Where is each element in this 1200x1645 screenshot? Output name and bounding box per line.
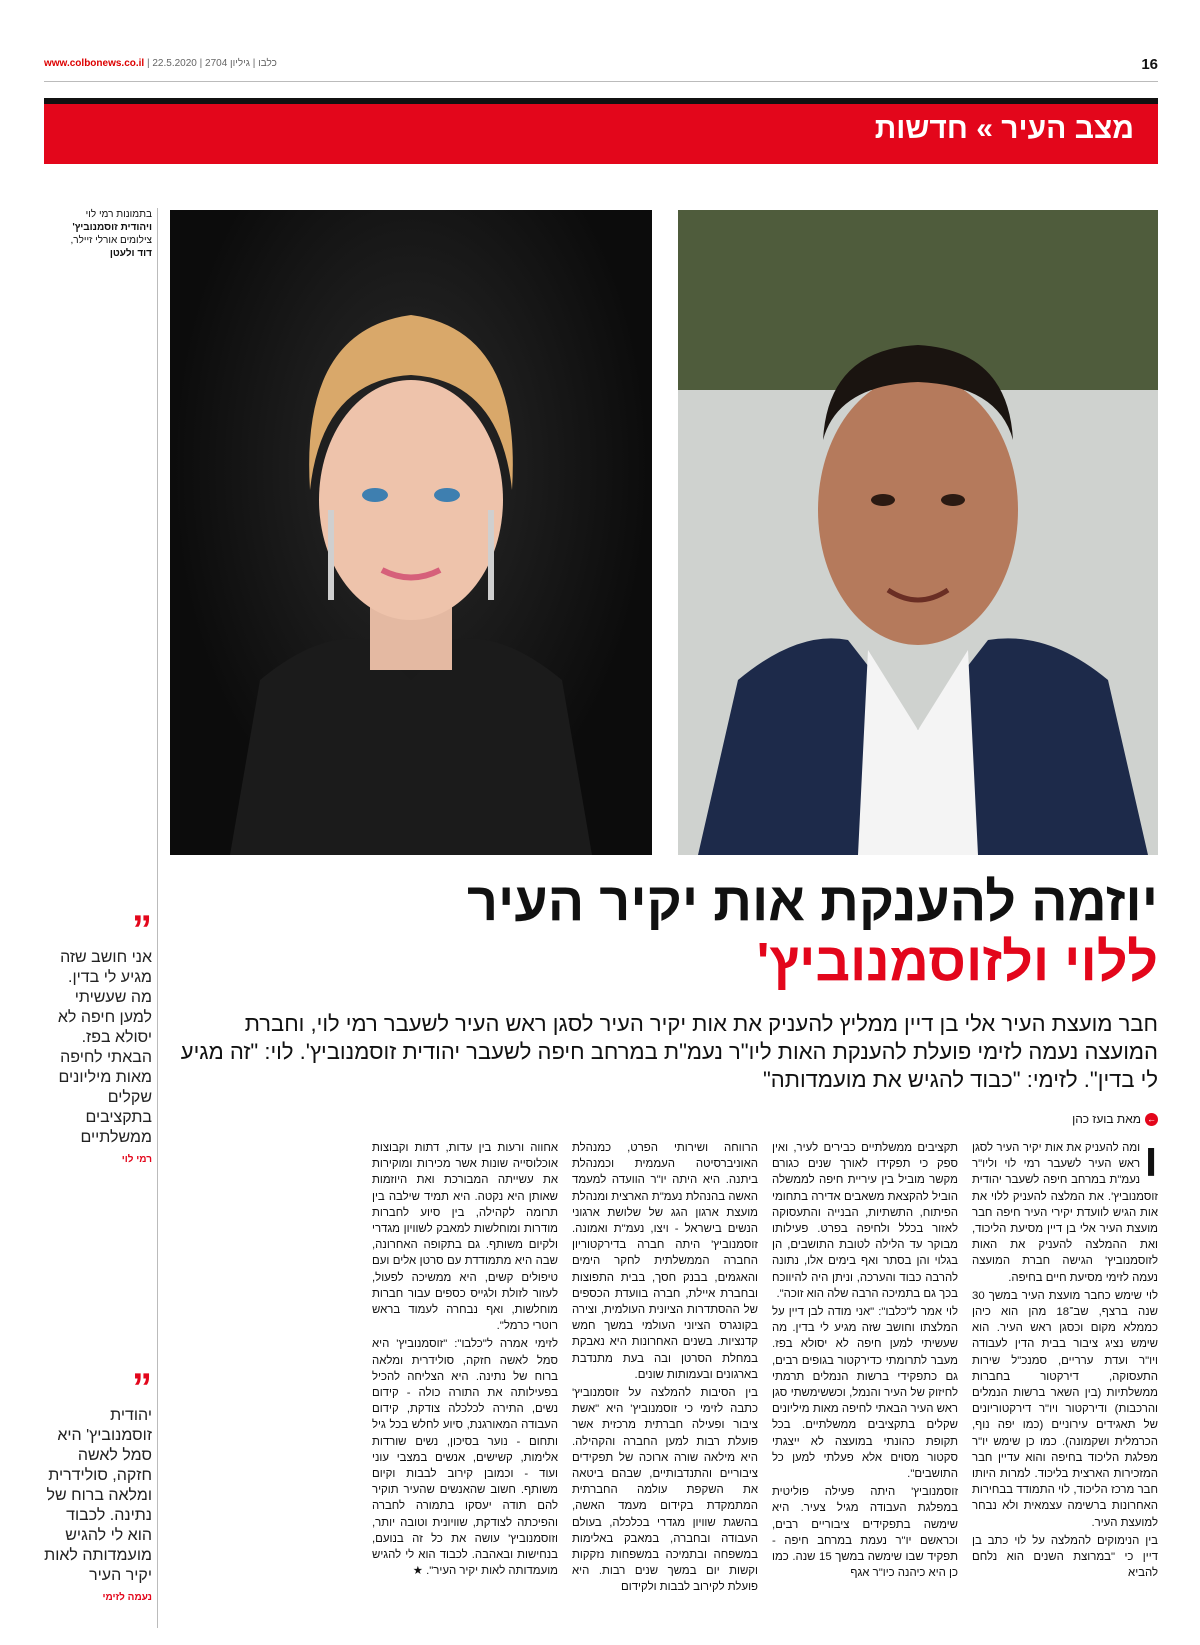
quote-icon: ” [132, 908, 152, 952]
pull-quote-author: רמי לוי [121, 1154, 152, 1165]
credit-line-2: ויהודית זוסמנוביץ' [72, 222, 152, 233]
column-paragraph: לוי אמר ל"כלבו": "אני מודה לבן דיין על המלצתו וחושב שזה מגיע לי בדין. מה שעשיתי למען חיפה לא יסולא בפז. מעבר לתרומתי כדירקטור בגופים רבים, גם כתפקידי ברשות הנמלים תרמתי לחיזוק של העיר והנמל, וכששימשתי סגן ראש העיר הבאתי לחיפה מאות מיליונים שקלים בתקציבים ממשלתיים. בכל תקופת כהונתי במועצה לא ייצגתי סקטור מסוים אלא פעלתי למען כל התושבים". [772, 1306, 958, 1481]
portrait-woman-illustration [170, 210, 652, 855]
arrow-left-icon: ← [1147, 1114, 1156, 1125]
column-paragraph: בין הנימוקים להמלצה על לוי כתב בן דיין כי "במרוצת השנים הוא נלחם להביא [972, 1534, 1158, 1580]
folio-site[interactable]: www.colbonews.co.il [44, 58, 145, 69]
column-paragraph: לזימי אמרה ל"כלבו": "זוסמנוביץ' היא סמל לאשה חזקה, סולידרית ומלאה ברוח של נתינה. היא הצליחה להכיל בפעילותה את התורה כולה - קידום נשים, התירה לכלכלה צודקת, קידום העבודה המאורגנת, סיוע לחלש בכל גיל ותחום - נוער בסיכון, נשים שורדות אלימות, קשישים, אנשים במצבי עוני ועוד - וכמובן קירוב לבבות וקיום משותף. חשוב שהאנשים שהעיר תוקיר להם תודה יעסקו בתמורה לחברה והפיכתה לצודקת, שוויונית וטובה יותר, וזוסמנוביץ' עושה את כל זה בנועם, בנחישות ובאהבה. לכבוד הוא לי להגיש מועמדותה לאות יקיר העיר". ★ [372, 1338, 558, 1578]
drop-cap: ו [1144, 1140, 1158, 1186]
article-column-4 [372, 1140, 558, 1630]
photo-yehudit-zusmanovich [170, 210, 652, 855]
article-column-3 [572, 1140, 758, 1630]
column-paragraph: אחווה ורעות בין עדות, דתות וקבוצות אוכלוסייה שונות אשר מכירות ומוקירות את עשייתה המבורכת ואת היוזמות שאותן היא נקטה. היא תמיד שילבה בין תרומה לקהילה, בין סיוע לחברות מודרות ומוחלשות למאבק לשוויון מגדרי ולקיום משותף. גם בתקופה האחרונה, שבה היא מתמודדת עם סרטן אלים ועם טיפולים קשים, היא ממשיכה לפעול, לעזור לזולת ולגייס כספים עבור חברות מוחלשות, ואף נבחרה לעמוד בראש רוטרי כרמל". [372, 1142, 558, 1333]
pull-quote-author: נעמה לזימי [102, 1592, 152, 1603]
byline-text: מאת בועז כהן [1072, 1112, 1141, 1126]
column-paragraph: לוי שימש כחבר מועצת העיר במשך 30 שנה ברצף, שב־18 מהן הוא כיהן כממלא מקום וכסגן ראש העיר. הוא שימש נציג ציבור בבית הדין לעבודה ויו"ר ועדת ערריים, סמנכ"ל שירות התעסוקה, דירקטור בחברות ממשלתיות (בין השאר ברשות הנמלים והרכבות) ודירקטור ויו"ר דירקטוריונים של תאגידים עירוניים (כמו יפה נוף, הכרמלית ושקמונה). כמו כן שימש יו"ר מפלגת הליכוד בחיפה והוא עדיין חבר המזכירות הארצית בליכוד. למרות היותו חבר מרכז הליכוד, לוי התמודד בבחירות האחרונות ברשימה עצמאית ולא נבחר למועצת העיר. [972, 1289, 1158, 1529]
pull-quote-text: אני חושב שזה מגיע לי בדין. מה שעשיתי למען חיפה לא יסולא בפז. הבאתי לחיפה מאות מיליונים שקלים בתקציבים ממשלתיים [57, 949, 152, 1146]
column-divider [157, 208, 158, 1628]
column-paragraph: בין הסיבות להמלצה על זוסמנוביץ' כתבה לזימי כי זוסמנוביץ' היא "אשת ציבור ופעילה חברתית מרכזית אשר פועלת רבות למען החברה והקהילה. היא מילאה שורה ארוכה של תפקידים ציבוריים והתנדבותיים, שבהם ביטאה את השקפת עולמה החברתית המתמקדת בקידום מעמד האשה, בהשגת שוויון מגדרי בכלכלה, בעולם העבודה ובחברה, במאבק באלימות במשפחה ובתמיכה במשפחות נזקקות וקשות יום במשך שנים רבות. היא פועלת לקירוב לבבות ולקידום [572, 1387, 758, 1594]
section-title: מצב העיר » חדשות [874, 112, 1134, 145]
credit-line-4: דוד ולעטן [109, 248, 152, 259]
photo-rami-levi [678, 210, 1158, 855]
pull-quote-2 [44, 1366, 152, 1603]
column-paragraph: הרווחה ושירותי הפרט, כמנהלת האוניברסיטה העממית וכמנהלת ביתנה. היא היתה יו"ר הוועדה למעמד האשה בהנהלת נעמ"ת הארצית ומנהלת מועצת ארגון הגג של שלושת ארגוני הנשים בישראל - ויצו, נעמ"ת ואמונה. זוסמנוביץ' היתה חברה בדירקטוריון החברה הממשלתית לחקר הימים והאגמים, בבנק חסך, בבית התפוצות ובחברת איילת, חברה בוועדת הכספים של ההסתדרות הציונית העולמית, וצירה בקונגרס הציוני העולמי במשך חמש קדנציות. בשנים האחרונות היא נאבקת במחלת הסרטן ובה בעת מתנדבת בארגונים ובעמותות שונים. [572, 1142, 758, 1381]
section-bar [44, 98, 1158, 164]
headline-line-1: יוזמה להענקת אות יקיר העיר [466, 872, 1158, 932]
article-body [170, 1140, 1158, 1630]
article-column-1 [972, 1140, 1158, 1630]
page-header [44, 52, 1158, 82]
pull-quote-text: יהודית זוסמנוביץ' היא סמל לאשה חזקה, סולידרית ומלאה ברוח של נתינה. לכבוד הוא לי להגיש מועמדותה לאות יקיר העיר [44, 1407, 152, 1584]
pull-quote-1 [44, 908, 152, 1165]
headline-line-2: ללוי ולזוסמנוביץ' [756, 932, 1158, 992]
folio [44, 58, 277, 69]
column-paragraph: ו ומה להעניק את אות יקיר העיר לסגן ראש העיר לשעבר רמי לוי וליו"ר נעמ"ת במרחב חיפה לשעבר יהודית זוסמנוביץ'. את המלצה להעניק ללוי את אות הגיש לוועדת יקירי העיר חיפה חבר מועצת העיר אלי בן דיין מסיעת הליכוד, ואת ההמלצה להעניק את האות לזוסמנוביץ' הגישה חברת המועצה נעמה לזימי מסיעת חיים בחיפה. [972, 1140, 1158, 1284]
page-number: 16 [1141, 56, 1158, 73]
article-column-2 [772, 1140, 958, 1630]
headline [170, 872, 1158, 992]
photo-credit [44, 208, 152, 260]
column-paragraph: זוסמנוביץ' היתה פעילה פוליטית במפלגת העבודה מגיל צעיר. היא שימשה בתפקידים ציבוריים רבים, וכראשם יו"ר נעמת במרחב חיפה - תפקיד שבו שימשה במשך 15 שנה. כמו כן היא כיהנה כיו"ר אגף [772, 1486, 958, 1580]
folio-rest: | כלבו | גיליון 2704 | 22.5.2020 [146, 58, 277, 69]
subheadline: חבר מועצת העיר אלי בן דיין ממליץ להעניק את אות יקיר העיר לסגן ראש העיר לשעבר רמי לוי, וחברת המועצה נעמה לזימי פועלת להענקת האות ליו"ר נעמ"ת במרחב חיפה לשעבר יהודית זוסמנוביץ'. לוי: "זה מגיע לי בדין". לזימי: "כבוד להגיש את מועמדותה" [180, 1011, 1158, 1092]
quote-icon: ” [132, 1366, 152, 1410]
credit-line-3: צילומים אורלי זיילר, [70, 235, 152, 246]
credit-line-1: בתמונות רמי לוי [85, 209, 152, 220]
portrait-man-illustration [678, 210, 1158, 855]
column-paragraph: תקציבים ממשלתיים כבירים לעיר, ואין ספק כי תפקידו לאורך שנים כגורם מקשר מוביל בין עיריית חיפה לממשלה הוביל להקצאת משאבים אדירה בתחומי הפיתוח, התשתיות, הבנייה והתעסוקה לאזור בכלל ולחיפה בפרט. פעילותו מבוקר עד הלילה לטובת התושבים, הן בגלוי והן בסתר ואף בימים אלו, נתונה להרבה כבוד והערכה, וניתן היה להיווכח בכך גם בתמיכה הרבה שלה הוא זוכה". [772, 1142, 958, 1300]
byline [1072, 1112, 1158, 1126]
